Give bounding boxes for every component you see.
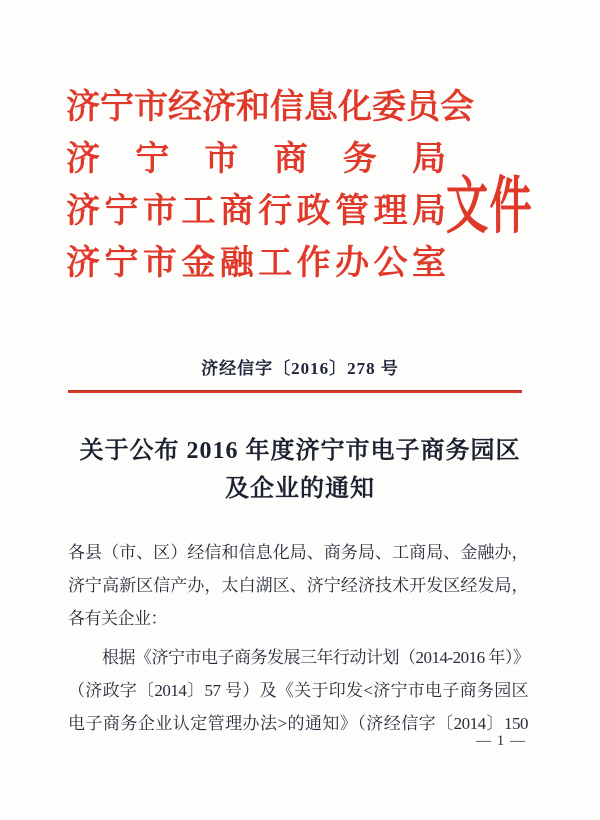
issuer-line-1: 济宁市经济和信息化委员会 bbox=[66, 89, 474, 126]
issuer-list bbox=[66, 82, 474, 290]
red-divider-rule bbox=[68, 390, 522, 393]
doc-type-label: 文件 bbox=[446, 173, 534, 241]
issuer-line-3: 济宁市工商行政管理局 bbox=[66, 193, 446, 230]
document-title bbox=[0, 432, 600, 508]
body-line-salutation-2: 济宁高新区信产办，太白湖区、济宁经济技术开发区经发局， bbox=[68, 576, 528, 595]
body-line-paragraph-1: 根据《济宁市电子商务发展三年行动计划（2014-2016 年）》 bbox=[102, 648, 530, 667]
page-number: — 1 — bbox=[476, 733, 526, 749]
body-line-salutation-1: 各县（市、区）经信和信息化局、商务局、工商局、金融办， bbox=[68, 543, 528, 562]
body-line-paragraph-3: 电子商务企业认定管理办法>的通知》（济经信字〔2014〕150 bbox=[68, 714, 528, 733]
issuer-line-4: 济宁市金融工作办公室 bbox=[66, 245, 446, 282]
body-line-salutation-3: 各有关企业： bbox=[68, 609, 167, 628]
document-body bbox=[68, 536, 528, 740]
body-line-paragraph-2: （济政字〔2014〕57 号）及《关于印发<济宁市电子商务园区 bbox=[68, 681, 528, 700]
document-title-line-1: 关于公布 2016 年度济宁市电子商务园区 bbox=[79, 438, 521, 464]
document-title-line-2: 及企业的通知 bbox=[225, 476, 375, 502]
doc-number: 济经信字〔2016〕278 号 bbox=[201, 359, 399, 378]
issuer-line-2: 济宁市商务局 bbox=[66, 141, 446, 178]
